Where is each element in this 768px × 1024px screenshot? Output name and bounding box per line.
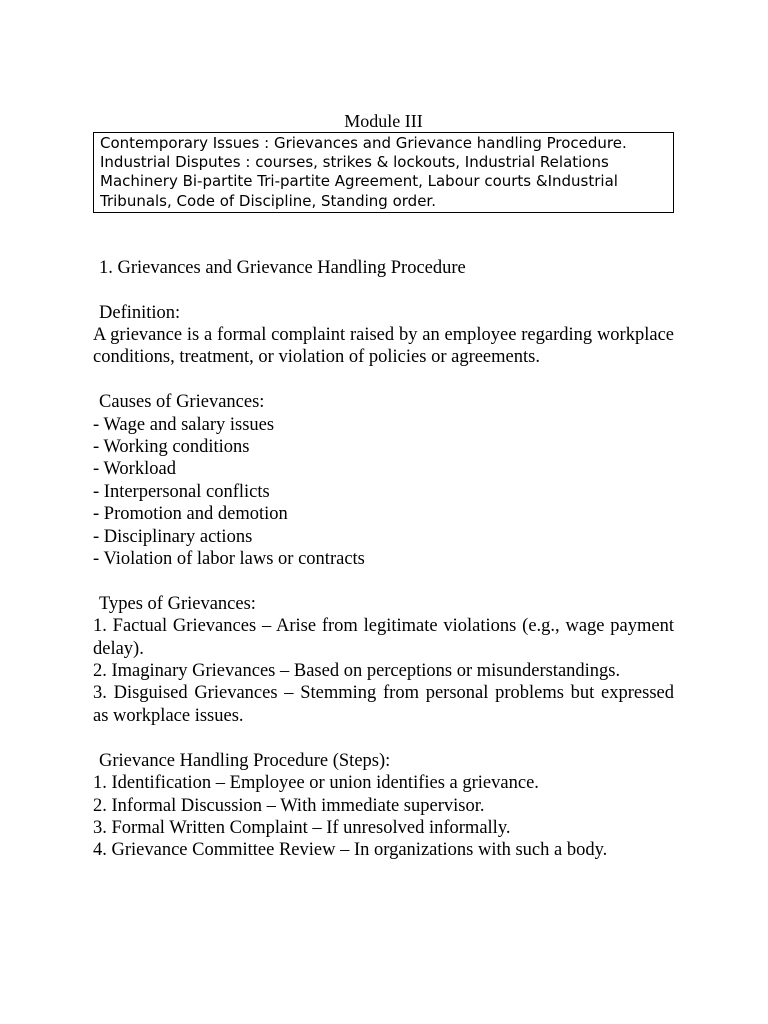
cause-item: - Wage and salary issues — [93, 414, 275, 435]
module-summary-box: Contemporary Issues : Grievances and Grievance handling Procedure. Industrial Disputes : courses, strikes & lockouts, Industrial Relations Machinery Bi-partite Tri-partite Agreement, Labour courts &Industrial Tribunals, Code of Discipline, Standing order. — [93, 132, 674, 213]
procedure-step: 2. Informal Discussion – With immediate supervisor. — [93, 795, 485, 816]
type-item: 3. Disguised Grievances – Stemming from personal problems but expressed as workplace issues. — [93, 683, 674, 726]
cause-item: - Workload — [93, 459, 176, 480]
cause-item: - Interpersonal conflicts — [93, 481, 270, 502]
cause-item: - Promotion and demotion — [93, 504, 288, 525]
definition-text: A grievance is a formal complaint raised by an employee regarding workplace conditions, treatment, or violation of policies or agreements. — [93, 325, 674, 368]
document-body — [93, 257, 674, 862]
definition-heading: Definition: — [99, 302, 181, 323]
procedure-heading: Grievance Handling Procedure (Steps): — [99, 750, 391, 771]
procedure-step: 1. Identification – Employee or union identifies a grievance. — [93, 773, 539, 794]
procedure-step: 4. Grievance Committee Review – In organizations with such a body. — [93, 840, 608, 861]
cause-item: - Disciplinary actions — [93, 526, 253, 547]
section-title: 1. Grievances and Grievance Handling Procedure — [99, 257, 466, 278]
type-item: 2. Imaginary Grievances – Based on perceptions or misunderstandings. — [93, 661, 621, 682]
cause-item: - Working conditions — [93, 437, 250, 458]
type-item: 1. Factual Grievances – Arise from legitimate violations (e.g., wage payment delay). — [93, 616, 674, 659]
module-title: Module III — [344, 111, 423, 131]
cause-item: - Violation of labor laws or contracts — [93, 549, 365, 570]
types-heading: Types of Grievances: — [99, 593, 256, 614]
document-page — [93, 110, 674, 862]
causes-heading: Causes of Grievances: — [99, 392, 265, 413]
procedure-step: 3. Formal Written Complaint – If unresolved informally. — [93, 817, 511, 838]
